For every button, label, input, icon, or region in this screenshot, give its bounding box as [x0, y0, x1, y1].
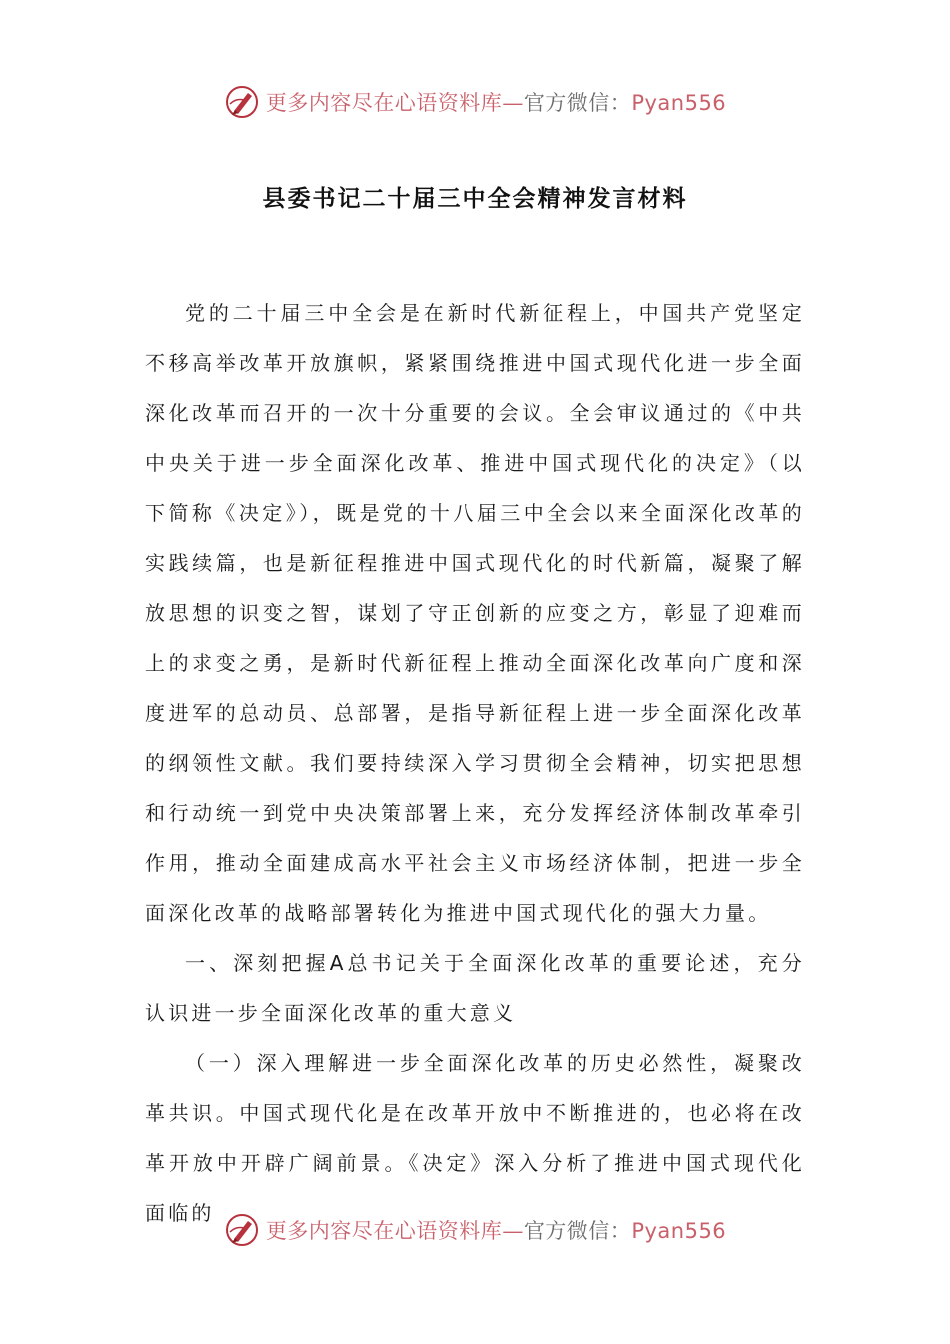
- watermark-account: Pyan556: [631, 91, 727, 115]
- document-body: [145, 288, 805, 1238]
- document-title: 县委书记二十届三中全会精神发言材料: [262, 186, 688, 212]
- watermark-text: [266, 1215, 726, 1245]
- watermark-banner-bottom: [0, 1210, 950, 1250]
- watermark-banner-top: [0, 82, 950, 122]
- pen-logo-icon: [224, 84, 260, 120]
- watermark-text: [266, 87, 726, 117]
- watermark-site: 更多内容尽在心语资料库: [265, 91, 503, 115]
- watermark-wechat-label: 官方微信：: [523, 91, 632, 115]
- pen-logo-icon: [224, 1212, 260, 1248]
- watermark-account: Pyan556: [631, 1219, 727, 1243]
- watermark-dash: —: [502, 91, 524, 115]
- watermark-dash: —: [502, 1219, 524, 1243]
- paragraph-intro: 党的二十届三中全会是在新时代新征程上，中国共产党坚定不移高举改革开放旗帜，紧紧围绕推进中国式现代化进一步全面深化改革而召开的一次十分重要的会议。全会审议通过的《中共中央关于进一步全面深化改革、推进中国式现代化的决定》（以下简称《决定》），既是党的十八届三中全会以来全面深化改革的实践续篇，也是新征程推进中国式现代化的时代新篇，凝聚了解放思想的识变之智，谋划了守正创新的应变之方，彰显了迎难而上的求变之勇，是新时代新征程上推动全面深化改革向广度和深度进军的总动员、总部署，是指导新征程上进一步全面深化改革的纲领性文献。我们要持续深入学习贯彻全会精神，切实把思想和行动统一到党中央决策部署上来，充分发挥经济体制改革牵引作用，推动全面建成高水平社会主义市场经济体制，把进一步全面深化改革的战略部署转化为推进中国式现代化的强大力量。: [145, 301, 805, 925]
- subsection-1: （一）深入理解进一步全面深化改革的历史必然性，凝聚改革共识。中国式现代化是在改革开放中不断推进的，也必将在改革开放中开辟广阔前景。《决定》深入分析了推进中国式现代化面临的: [145, 1051, 805, 1225]
- watermark-site: 更多内容尽在心语资料库: [265, 1219, 503, 1243]
- watermark-wechat-label: 官方微信：: [523, 1219, 632, 1243]
- section-heading-1: 一、深刻把握A总书记关于全面深化改革的重要论述，充分认识进一步全面深化改革的重大意义: [145, 951, 805, 1025]
